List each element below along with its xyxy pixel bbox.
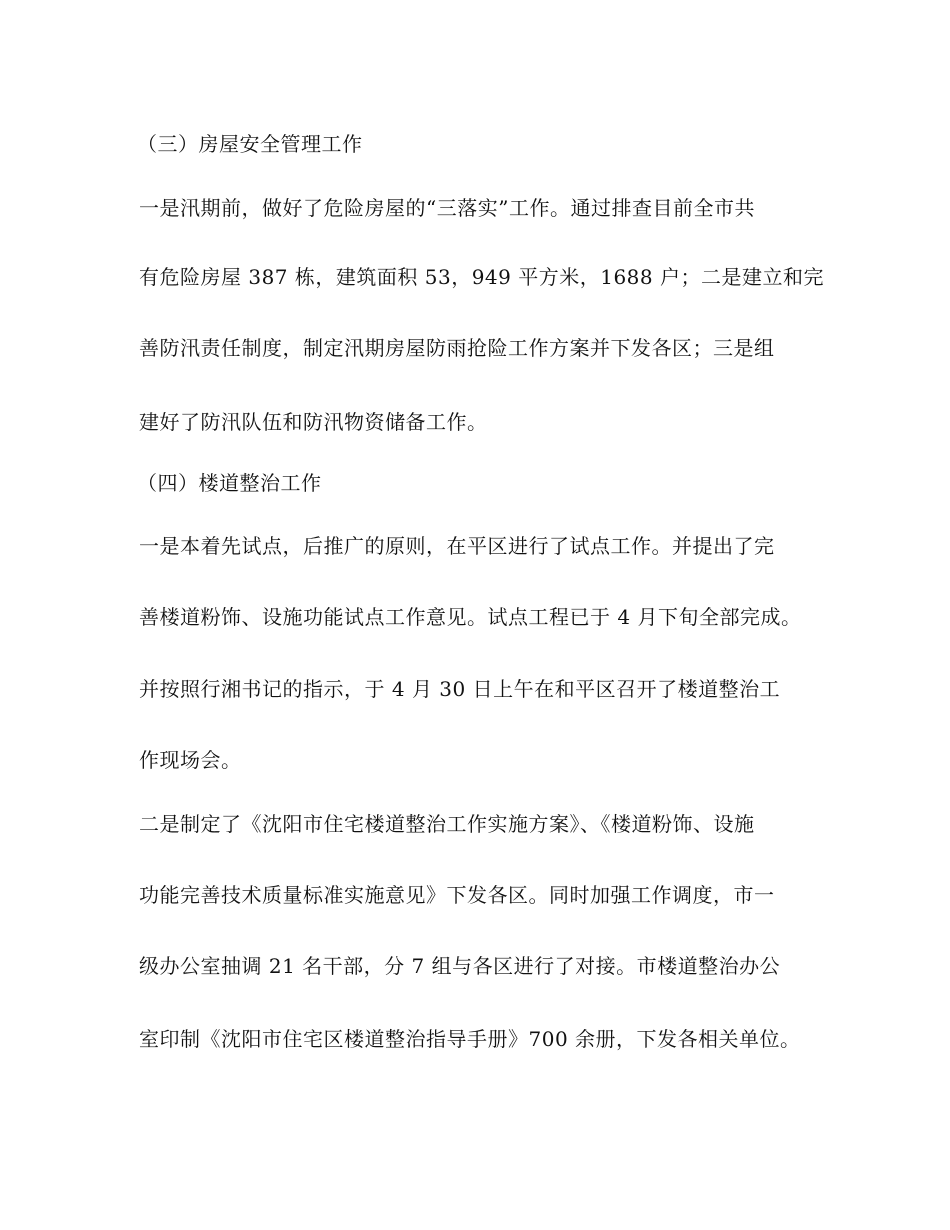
paragraph-line: 一是本着先试点，后推广的原则，在平区进行了试点工作。并提出了完	[139, 534, 775, 558]
paragraph-line: 作现场会。	[139, 748, 242, 772]
paragraph-line: 二是制定了《沈阳市住宅楼道整治工作实施方案》、《楼道粉饰、设施	[139, 812, 755, 836]
paragraph-line: 一是汛期前，做好了危险房屋的“三落实”工作。通过排查目前全市共	[139, 196, 755, 220]
paragraph-line: 善防汛责任制度，制定汛期房屋防雨抢险工作方案并下发各区；三是组	[139, 336, 775, 360]
paragraph-line: 善楼道粉饰、设施功能试点工作意见。试点工程已于 4 月下旬全部完成。	[139, 605, 802, 629]
paragraph-line: 室印制《沈阳市住宅区楼道整治指导手册》700 余册，下发各相关单位。	[139, 1027, 801, 1051]
paragraph-line: 级办公室抽调 21 名干部，分 7 组与各区进行了对接。市楼道整治办公	[139, 954, 781, 978]
paragraph-line: 建好了防汛队伍和防汛物资储备工作。	[139, 410, 488, 434]
paragraph-line: 有危险房屋 387 栋，建筑面积 53，949 平方米，1688 户；二是建立和完	[139, 265, 824, 289]
section-heading-stairway-renovation: （四）楼道整治工作	[137, 471, 322, 495]
paragraph-line: 功能完善技术质量标准实施意见》下发各区。同时加强工作调度，市一	[139, 883, 775, 907]
paragraph-line: 并按照行湘书记的指示，于 4 月 30 日上午在和平区召开了楼道整治工	[139, 677, 781, 701]
section-heading-housing-safety: （三）房屋安全管理工作	[137, 132, 363, 156]
